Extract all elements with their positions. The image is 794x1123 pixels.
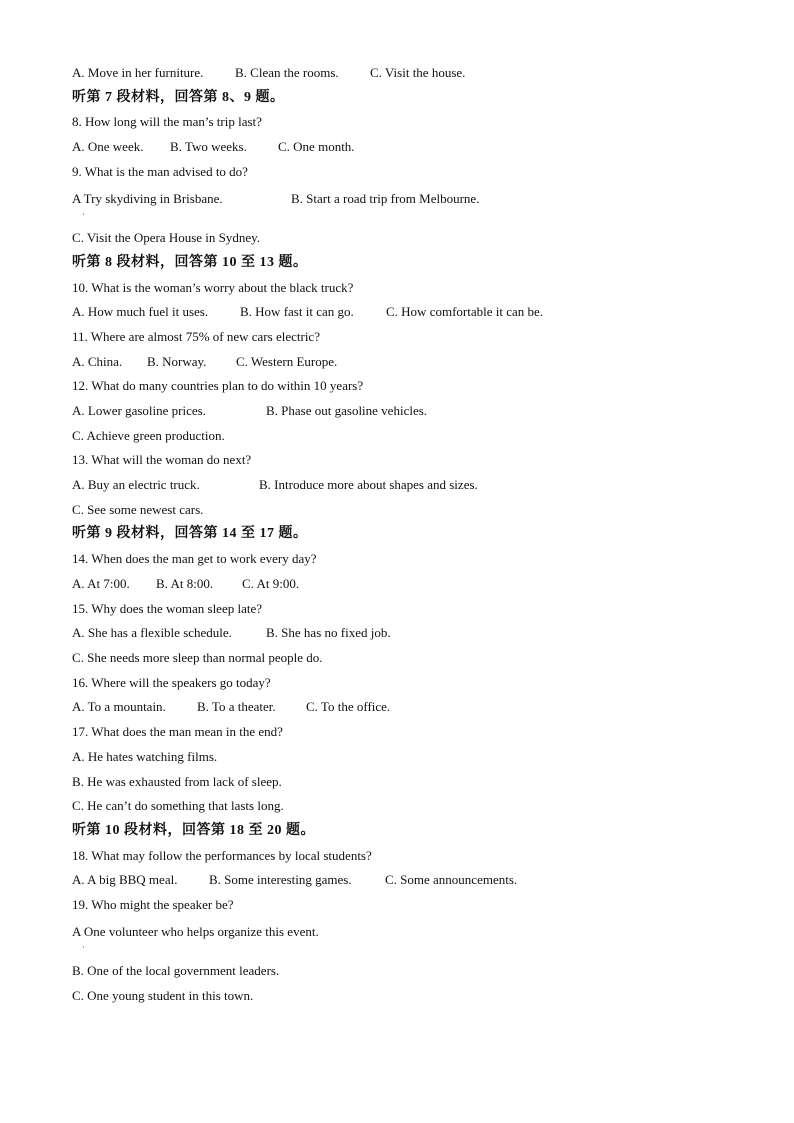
- q16-option-a: A. To a mountain.: [72, 699, 166, 714]
- q9-option-c: C. Visit the Opera House in Sydney.: [72, 230, 261, 245]
- q12-question: 12. What do many countries plan to do within 10 years?: [72, 378, 364, 393]
- q15-options-row: [72, 625, 572, 641]
- q12-option-c: C. Achieve green production.: [72, 428, 225, 443]
- q13-option-a: A. Buy an electric truck.: [72, 477, 200, 492]
- q13-options-row: [72, 477, 572, 493]
- q11-option-a: A. China.: [72, 354, 123, 369]
- q18-options-row: [72, 872, 572, 888]
- q16-question: 16. Where will the speakers go today?: [72, 675, 271, 690]
- q10-options-row: [72, 304, 672, 320]
- q13-option-b: B. Introduce more about shapes and sizes.: [259, 477, 478, 492]
- q8-options-row: [72, 139, 472, 155]
- q10-option-a: A. How much fuel it uses.: [72, 304, 209, 319]
- q14-question: 14. When does the man get to work every day?: [72, 551, 317, 566]
- q15-question: 15. Why does the woman sleep late?: [72, 601, 263, 616]
- q10-question: 10. What is the woman’s worry about the black truck?: [72, 280, 354, 295]
- q19-option-c: C. One young student in this town.: [72, 988, 254, 1003]
- q17-option-c: C. He can’t do something that lasts long.: [72, 798, 284, 813]
- q7-option-c: C. Visit the house.: [370, 65, 466, 80]
- q14-option-a: A. At 7:00.: [72, 576, 130, 591]
- q18-option-a: A. A big BBQ meal.: [72, 872, 178, 887]
- q19-stray-dot: ·: [82, 943, 85, 952]
- q13-option-c: C. See some newest cars.: [72, 502, 204, 517]
- q12-option-a: A. Lower gasoline prices.: [72, 403, 206, 418]
- q16-option-b: B. To a theater.: [197, 699, 276, 714]
- q18-question: 18. What may follow the performances by local students?: [72, 848, 372, 863]
- q18-option-c: C. Some announcements.: [385, 872, 518, 887]
- q9-option-a: A Try skydiving in Brisbane.: [72, 191, 223, 206]
- q9-option-b: B. Start a road trip from Melbourne.: [291, 191, 480, 206]
- section-8-heading: 听第 8 段材料，回答第 10 至 13 题。: [72, 255, 308, 270]
- q15-option-b: B. She has no fixed job.: [266, 625, 391, 640]
- q19-option-b: B. One of the local government leaders.: [72, 963, 280, 978]
- q19-question: 19. Who might the speaker be?: [72, 897, 234, 912]
- q17-option-a: A. He hates watching films.: [72, 749, 218, 764]
- q11-options-row: [72, 354, 472, 370]
- q7-option-b: B. Clean the rooms.: [235, 65, 339, 80]
- q18-option-b: B. Some interesting games.: [209, 872, 352, 887]
- section-7-heading: 听第 7 段材料，回答第 8、9 题。: [72, 90, 285, 105]
- q8-option-b: B. Two weeks.: [170, 139, 247, 154]
- q14-option-c: C. At 9:00.: [242, 576, 300, 591]
- q7-option-a: A. Move in her furniture.: [72, 65, 204, 80]
- q7-options-row: [72, 65, 466, 81]
- q17-question: 17. What does the man mean in the end?: [72, 724, 283, 739]
- q14-options-row: [72, 576, 472, 592]
- q17-option-b: B. He was exhausted from lack of sleep.: [72, 774, 282, 789]
- q8-question: 8. How long will the man’s trip last?: [72, 114, 262, 129]
- section-9-heading: 听第 9 段材料，回答第 14 至 17 题。: [72, 526, 308, 541]
- q13-question: 13. What will the woman do next?: [72, 452, 252, 467]
- section-10-heading: 听第 10 段材料，回答第 18 至 20 题。: [72, 823, 315, 838]
- q15-option-c: C. She needs more sleep than normal people do.: [72, 650, 323, 665]
- q8-option-a: A. One week.: [72, 139, 144, 154]
- q14-option-b: B. At 8:00.: [156, 576, 214, 591]
- q12-options-row: [72, 403, 572, 419]
- q19-option-a: A One volunteer who helps organize this event.: [72, 924, 319, 939]
- q16-option-c: C. To the office.: [306, 699, 391, 714]
- q10-option-b: B. How fast it can go.: [240, 304, 354, 319]
- q8-option-c: C. One month.: [278, 139, 355, 154]
- q11-option-c: C. Western Europe.: [236, 354, 338, 369]
- q9-options-row: [72, 191, 572, 207]
- q15-option-a: A. She has a flexible schedule.: [72, 625, 232, 640]
- q9-question: 9. What is the man advised to do?: [72, 164, 248, 179]
- q9-stray-dot: ·: [82, 210, 85, 219]
- q12-option-b: B. Phase out gasoline vehicles.: [266, 403, 428, 418]
- q11-option-b: B. Norway.: [147, 354, 207, 369]
- q10-option-c: C. How comfortable it can be.: [386, 304, 544, 319]
- q11-question: 11. Where are almost 75% of new cars electric?: [72, 329, 320, 344]
- q16-options-row: [72, 699, 472, 715]
